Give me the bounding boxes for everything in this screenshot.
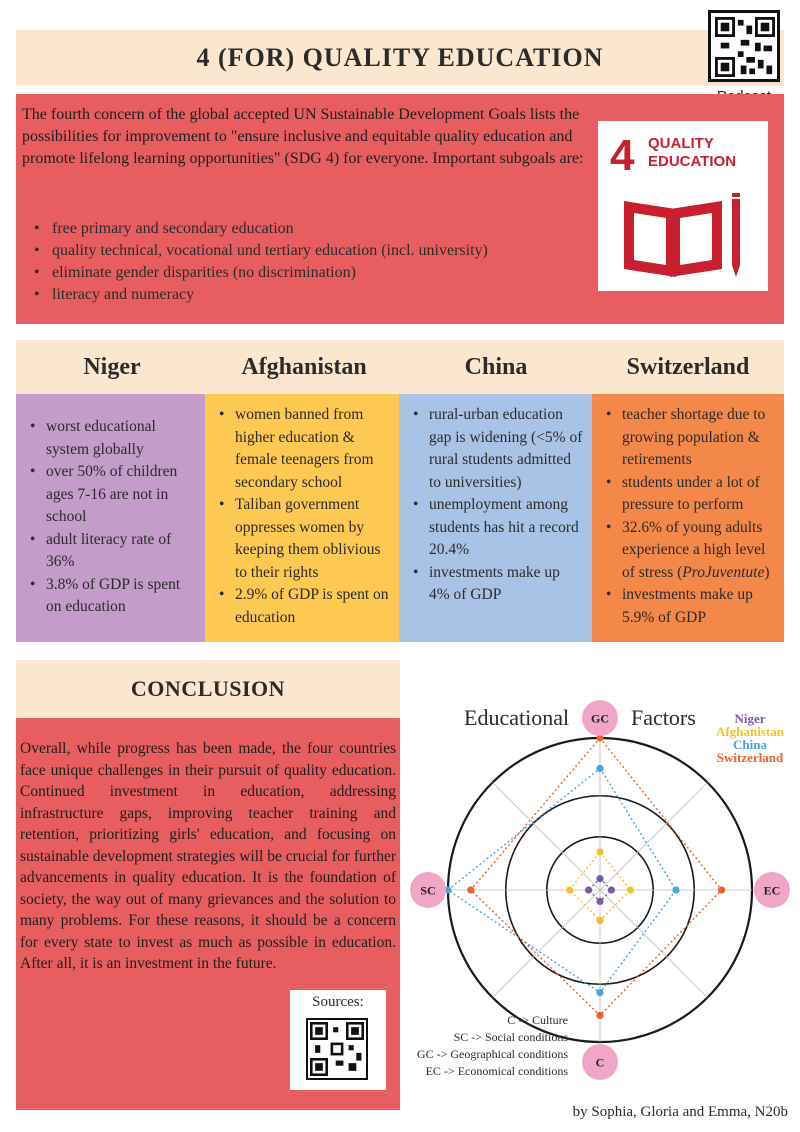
list-item: • Taliban government oppresses women by keeping them oblivious to their rights [219,494,391,584]
sdg-label: QUALITY EDUCATION [648,135,737,170]
data-point-china [672,886,679,893]
radar-spoke [493,783,600,890]
conclusion-text: Overall, while progress has been made, the four countries face unique challenges in their pursuit of quality education. Continued investment in education, addressing infrastructure gaps, improving teacher training and retention, prioritizing girls' education, and focusing on sustainable development strategies will be crucial for further advancements in quality education. It is the foundation of society, the way out of many grievances and the solution to many problems. For these reasons, it should be a concern for every state to invest as much as possible in education. After all, it is an investment in the future. [20,740,396,972]
radar-spoke [493,890,600,997]
axis-label-c: C [595,1055,605,1070]
switzerland-column [592,394,784,642]
list-item: • investments make up 5.9% of GDP [606,584,776,629]
country-name-china: China [464,353,528,380]
sdg-number: 4 [610,131,635,180]
data-point-niger [608,886,615,893]
data-point-niger [585,886,592,893]
data-point-afghanistan [596,848,603,855]
data-point-afghanistan [566,886,573,893]
list-item: • 2.9% of GDP is spent on education [219,584,391,629]
abbreviation-sc: SC -> Social conditions [453,1030,568,1044]
niger-column [16,394,205,642]
country-name-niger: Niger [83,353,141,380]
radar-title-left: Educational [464,705,570,730]
abbreviation-c: C -> Culture [507,1013,568,1027]
credit-line: by Sophia, Gloria and Emma, N20b [572,1104,788,1120]
podcast-qr-code[interactable] [708,10,780,82]
data-point-switzerland [718,886,725,893]
country-name-switzerland: Switzerland [626,353,750,380]
legend-china: China [733,737,767,752]
legend-afghanistan: Afghanistan [716,724,784,739]
list-item: • teacher shortage due to growing population & retirements [606,404,776,472]
list-item: • unemployment among students has hit a record 20.4% [413,494,584,562]
china-column [399,394,592,642]
conclusion-heading: CONCLUSION [130,676,286,701]
qr-pattern-icon [310,1022,364,1076]
list-item: • adult literacy rate of 36% [30,529,197,574]
list-item: • women banned from higher education & female teenagers from secondary school [219,404,391,494]
series-outline-china [448,768,676,992]
data-point-china [596,989,603,996]
data-point-niger [596,875,603,882]
subgoal-list [34,218,594,306]
sources-qr-code[interactable] [306,1018,368,1080]
axis-label-sc: SC [420,883,436,898]
conclusion-header [16,660,400,718]
sources-box [290,990,386,1090]
qr-pattern-icon [715,17,775,77]
axis-label-ec: EC [763,883,781,898]
list-item: • literacy and numeracy [34,284,594,306]
radar-spoke [600,783,707,890]
radar-spoke [600,890,707,997]
axis-label-gc: GC [591,711,609,726]
radar-grid [448,738,752,1042]
sdg4-logo [598,121,768,291]
radar-title-right: Factors [631,705,696,730]
data-point-switzerland [467,886,474,893]
data-point-afghanistan [627,886,634,893]
list-item: • rural-urban education gap is widening (<5% of rural students admitted to universities) [413,404,584,494]
list-item: • 32.6% of young adults experience a high level of stress (ProJuventute) [606,517,776,585]
list-item: • eliminate gender disparities (no discrimination) [34,262,594,284]
radar-series [444,734,725,1019]
list-item: • students under a lot of pressure to perform [606,472,776,517]
afghanistan-column [205,394,399,642]
list-item: • over 50% of children ages 7-16 are not in school [30,461,197,529]
list-item: • worst educational system globally [30,416,197,461]
page-title: 4 (FOR) QUALITY EDUCATION [196,43,604,72]
abbreviation-list [404,1012,568,1080]
book-pencil-icon [616,191,750,281]
abbreviation-gc: GC -> Geographical conditions [416,1047,568,1061]
data-point-niger [596,898,603,905]
list-item: • free primary and secondary education [34,218,594,240]
data-point-afghanistan [596,917,603,924]
country-header [16,340,784,394]
abbreviation-ec: EC -> Economical conditions [425,1064,568,1078]
intro-paragraph: The fourth concern of the global accepted UN Sustainable Development Goals lists the possibilities for improvement to "ensure inclusive and equitable quality education and promote lifelong learning opportunities" (SDG 4) for everyone. Important subgoals are: [22,106,584,167]
data-point-switzerland [596,1012,603,1019]
list-item: • quality technical, vocational und tertiary education (incl. university) [34,240,594,262]
title-banner [16,30,784,86]
list-item: • 3.8% of GDP is spent on education [30,574,197,619]
legend-switzerland: Switzerland [716,750,784,765]
sources-label: Sources: [312,994,364,1010]
legend-niger: Niger [734,711,766,726]
country-name-afghanistan: Afghanistan [241,353,367,380]
list-item: • investments make up 4% of GDP [413,562,584,607]
data-point-china [596,765,603,772]
